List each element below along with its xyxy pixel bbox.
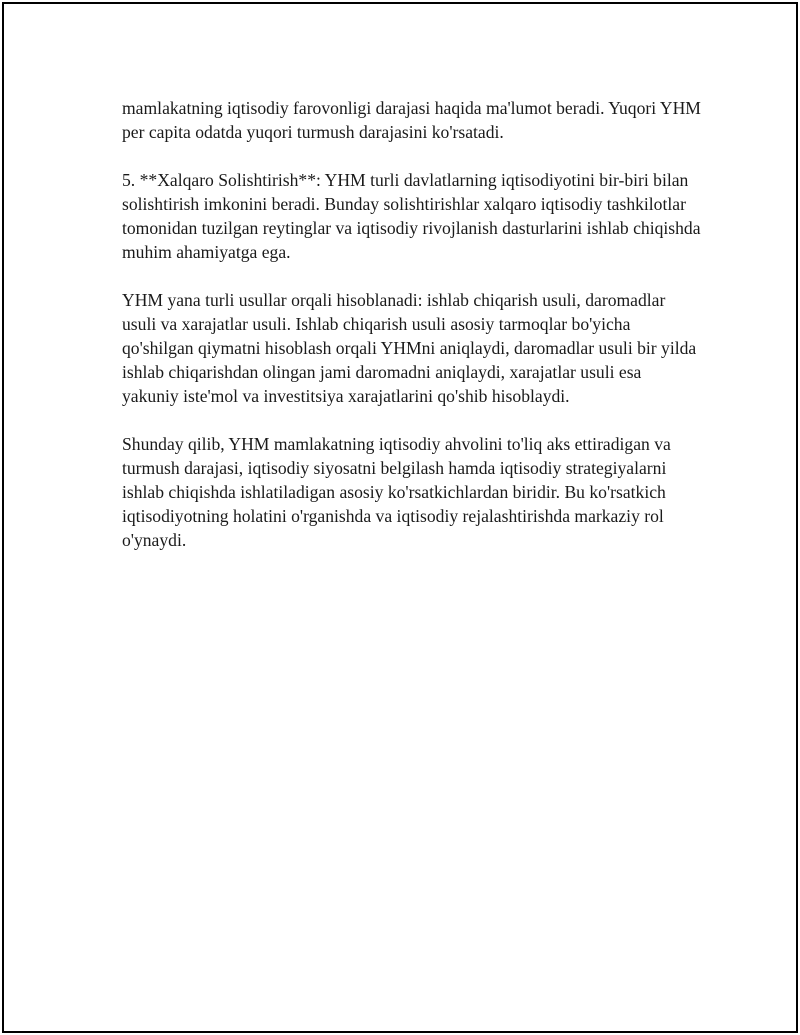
paragraph-gdp-per-capita: mamlakatning iqtisodiy farovonligi darajasi haqida ma'lumot beradi. Yuqori YHM per capita odatda yuqori turmush darajasini ko'rsatadi. bbox=[122, 98, 701, 142]
page-frame bbox=[2, 2, 798, 1033]
paragraph-international-comparison: 5. **Xalqaro Solishtirish**: YHM turli davlatlarning iqtisodiyotini bir-biri bilan solishtirish imkonini beradi. Bunday solishtirishlar xalqaro iqtisodiy tashkilotlar tomonidan tuzilgan reytinglar va iqtisodiy rivojlanish dasturlarini ishlab chiqishda muhim ahamiyatga ega. bbox=[122, 170, 701, 262]
document-body bbox=[122, 96, 702, 552]
paragraph-calculation-methods: YHM yana turli usullar orqali hisoblanadi: ishlab chiqarish usuli, daromadlar usuli va xarajatlar usuli. Ishlab chiqarish usuli asosiy tarmoqlar bo'yicha qo'shilgan qiymatni hisoblash orqali YHMni aniqlaydi, daromadlar usuli bir yilda ishlab chiqarishdan olingan jami daromadni aniqlaydi, xarajatlar usuli esa yakuniy iste'mol va investitsiya xarajatlarini qo'shib hisoblaydi. bbox=[122, 290, 697, 406]
paragraph-conclusion: Shunday qilib, YHM mamlakatning iqtisodiy ahvolini to'liq aks ettiradigan va turmush darajasi, iqtisodiy siyosatni belgilash hamda iqtisodiy strategiyalarni ishlab chiqishda ishlatiladigan asosiy ko'rsatkichlardan biridir. Bu ko'rsatkich iqtisodiyotning holatini o'rganishda va iqtisodiy rejalashtirishda markaziy rol o'ynaydi. bbox=[122, 434, 671, 550]
